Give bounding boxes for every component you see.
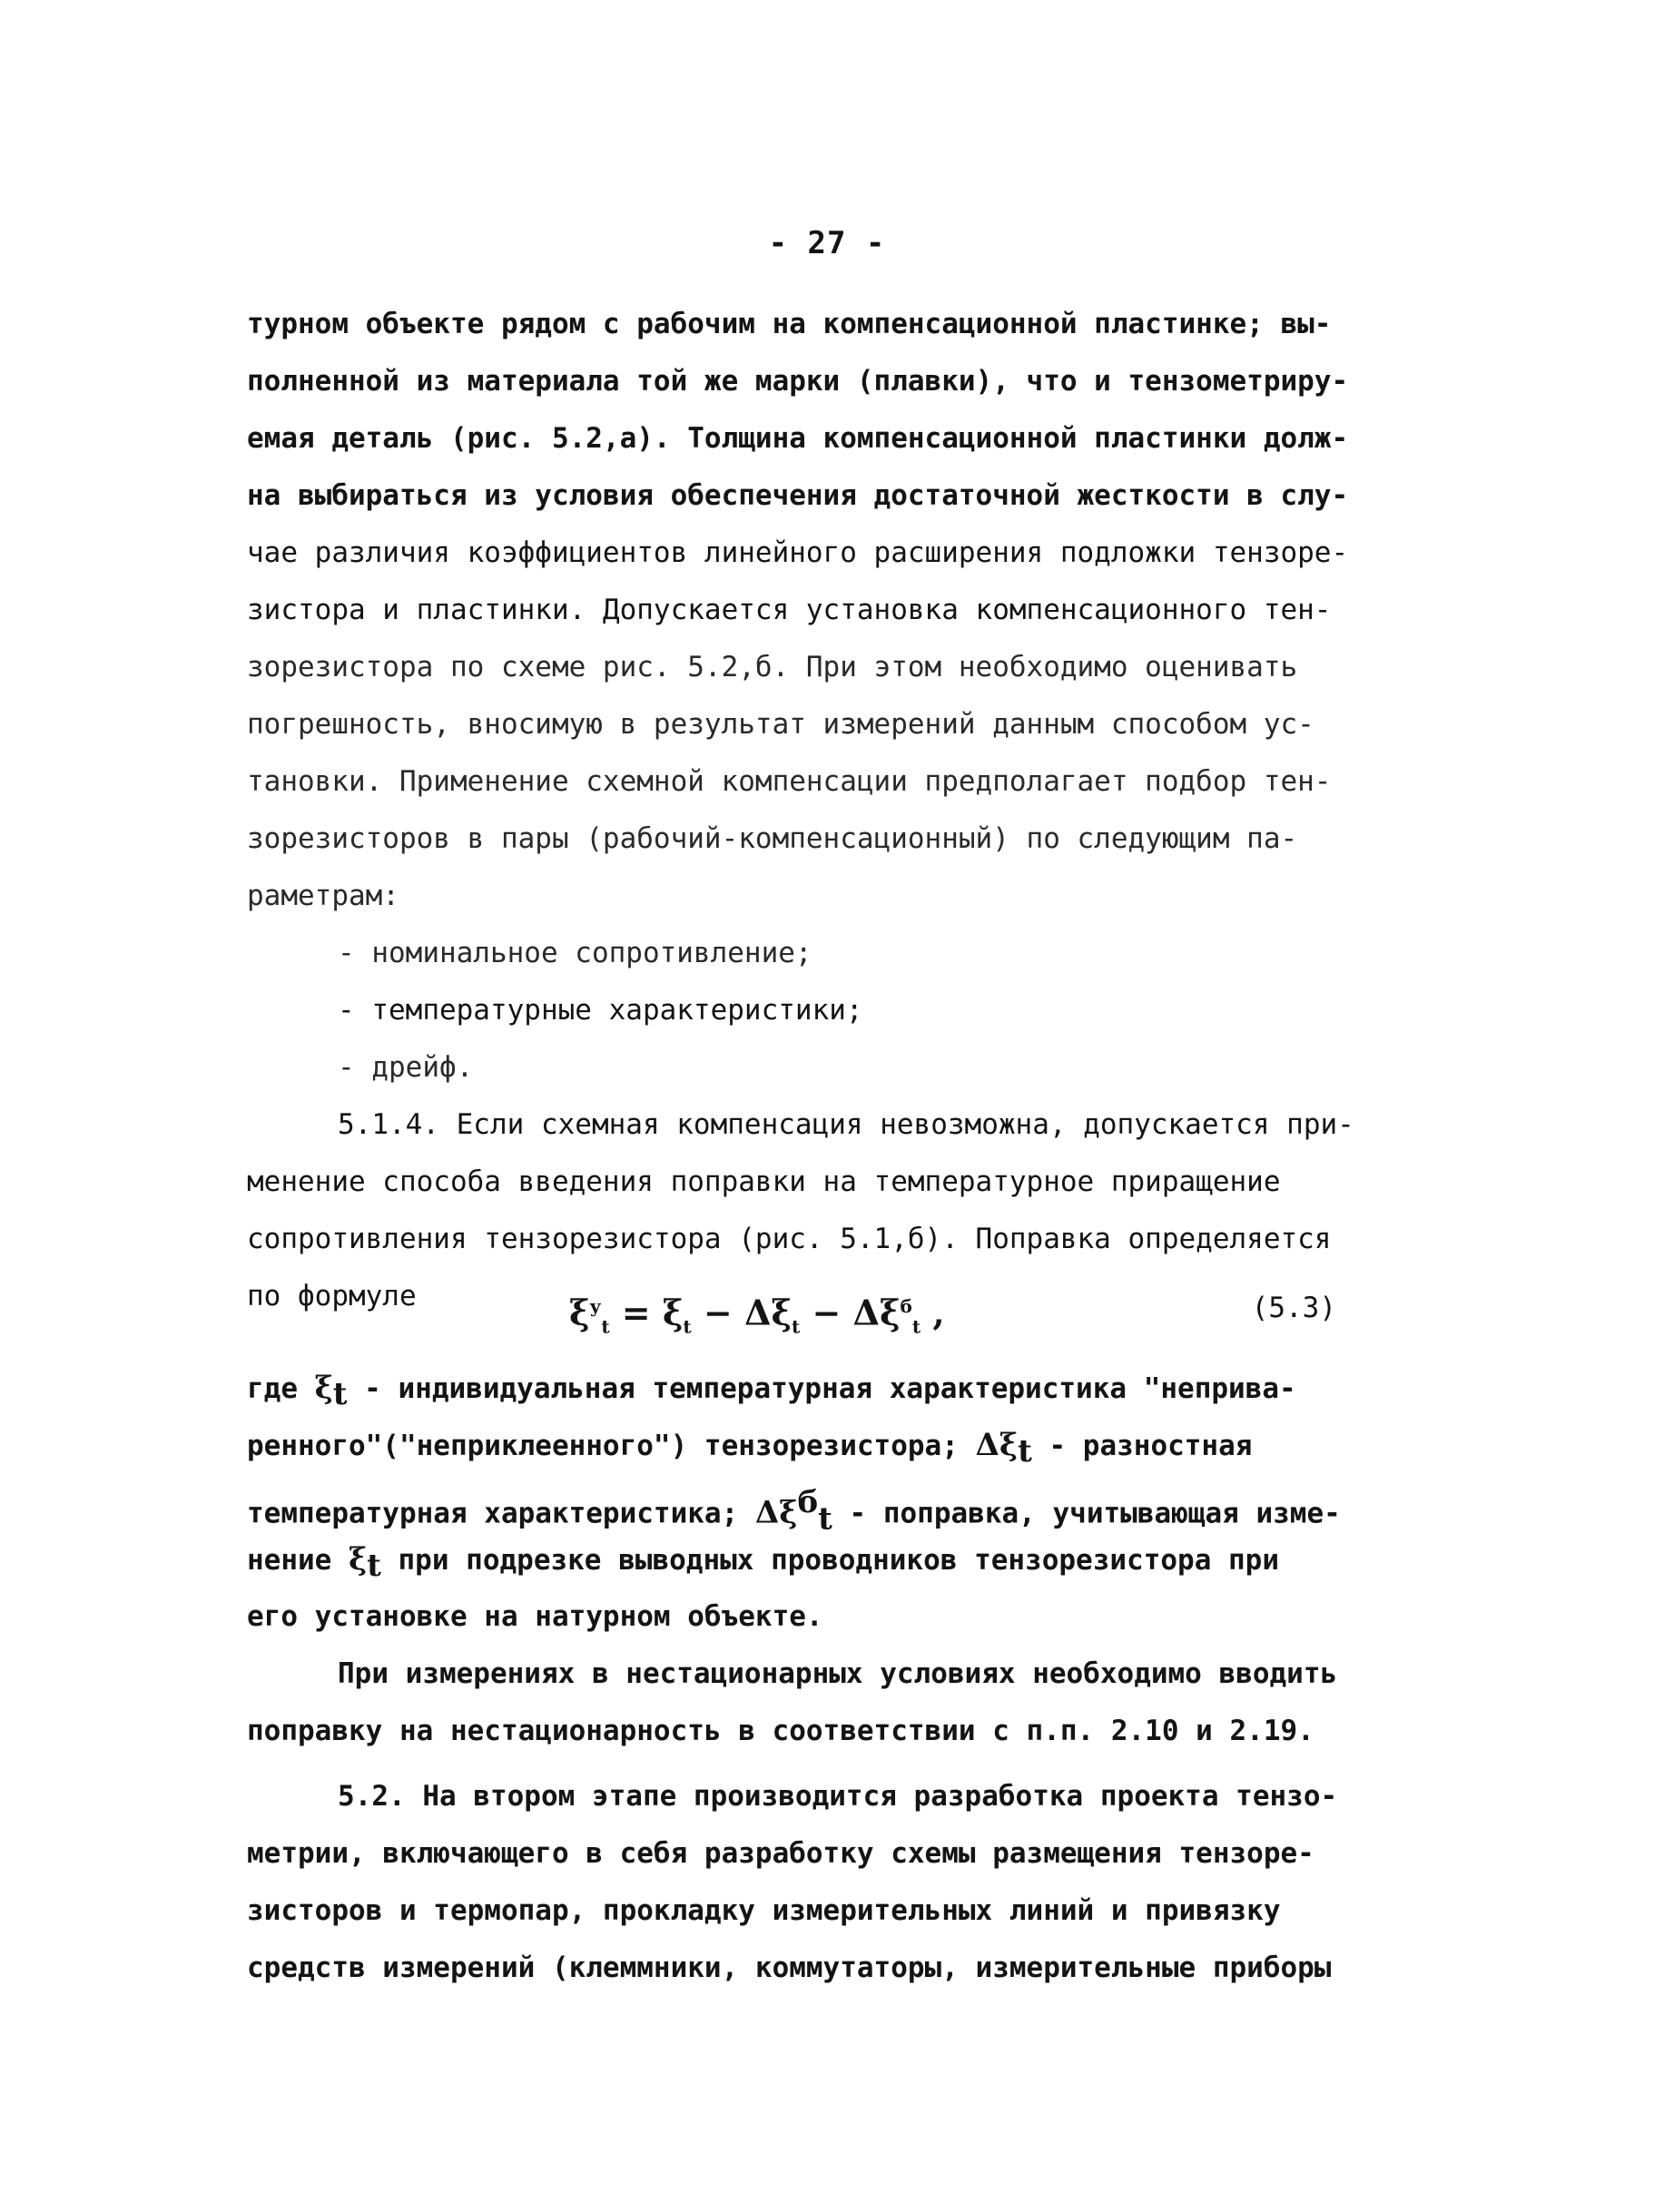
text-line: зистора и пластинки. Допускается установка компенсационного тен- bbox=[247, 594, 1332, 626]
formula-block bbox=[247, 1271, 1373, 1343]
list-item: - номинальное сопротивление; bbox=[338, 937, 812, 969]
paragraph-section-5-2 bbox=[247, 1768, 1373, 1997]
text-line: емая деталь (рис. 5.2,а). Толщина компенсационной пластинки долж- bbox=[247, 422, 1349, 455]
paragraph-definitions bbox=[247, 1360, 1373, 1646]
formula-5-3: $\xi^у_t = \xi_t - \Delta\xi_t - \Delta\xi^б_t$ , bbox=[569, 1292, 945, 1338]
text-line: поправку на нестационарность в соответствии с п.п. 2.10 и 2.19. bbox=[247, 1715, 1314, 1747]
paragraph-nonstationary bbox=[247, 1646, 1373, 1760]
text-line: сопротивления тензорезистора (рис. 5.1,б). Поправка определяется bbox=[247, 1223, 1332, 1255]
text-line: погрешность, вносимую в результат измерений данным способом ус- bbox=[247, 708, 1314, 741]
text-line: зорезистора по схеме рис. 5.2,б. При этом необходимо оценивать bbox=[247, 651, 1298, 683]
text-line: средств измерений (клеммники, коммутаторы, измерительные приборы bbox=[247, 1951, 1332, 1984]
text-line: по формуле bbox=[247, 1280, 417, 1312]
text-line: на выбираться из условия обеспечения достаточной жесткости в слу- bbox=[247, 479, 1349, 512]
paragraph-continuation bbox=[247, 296, 1373, 1325]
text-line: 5.1.4. Если схемная компенсация невозможна, допускается при- bbox=[338, 1108, 1354, 1141]
text-line: чае различия коэффициентов линейного расширения подложки тензоре- bbox=[247, 536, 1349, 569]
text-line: зорезисторов в пары (рабочий-компенсационный) по следующим па- bbox=[247, 822, 1298, 855]
text-line: температурная характеристика; $\Delta\xi^б_t$ - поправка, учитывающая изме- bbox=[247, 1484, 1341, 1531]
text-line: полненной из материала той же марки (плавки), что и тензометриру- bbox=[247, 365, 1349, 398]
text-line: 5.2. На втором этапе производится разработка проекта тензо- bbox=[338, 1780, 1338, 1813]
text-line: метрии, включающего в себя разработку схемы размещения тензоре- bbox=[247, 1837, 1314, 1870]
text-line: турном объекте рядом с рабочим на компенсационной пластинке; вы- bbox=[247, 308, 1332, 340]
text-line: менение способа введения поправки на температурное приращение bbox=[247, 1165, 1281, 1198]
text-line: его установке на натурном объекте. bbox=[247, 1600, 823, 1633]
text-line: При измерениях в нестационарных условиях необходимо вводить bbox=[338, 1657, 1338, 1690]
list-item: - температурные характеристики; bbox=[338, 994, 863, 1027]
text-line: нение $\xi_t$ при подрезке выводных проводников тензорезистора при bbox=[247, 1541, 1280, 1585]
text-line: где $\xi_t$ - индивидуальная температурная характеристика "неприва- bbox=[247, 1370, 1296, 1413]
text-line: тановки. Применение схемной компенсации предполагает подбор тен- bbox=[247, 765, 1332, 798]
text-line: ренного"("неприклеенного") тензорезистора; $\Delta\xi_t$ - разностная bbox=[247, 1427, 1253, 1470]
formula-row bbox=[247, 1271, 1373, 1343]
text-line: зисторов и термопар, прокладку измерительных линий и привязку bbox=[247, 1894, 1281, 1927]
list-item: - дрейф. bbox=[338, 1051, 474, 1084]
text-line: раметрам: bbox=[247, 880, 399, 912]
formula-number: (5.3) bbox=[1251, 1292, 1336, 1324]
page-number: - 27 - bbox=[768, 225, 886, 261]
